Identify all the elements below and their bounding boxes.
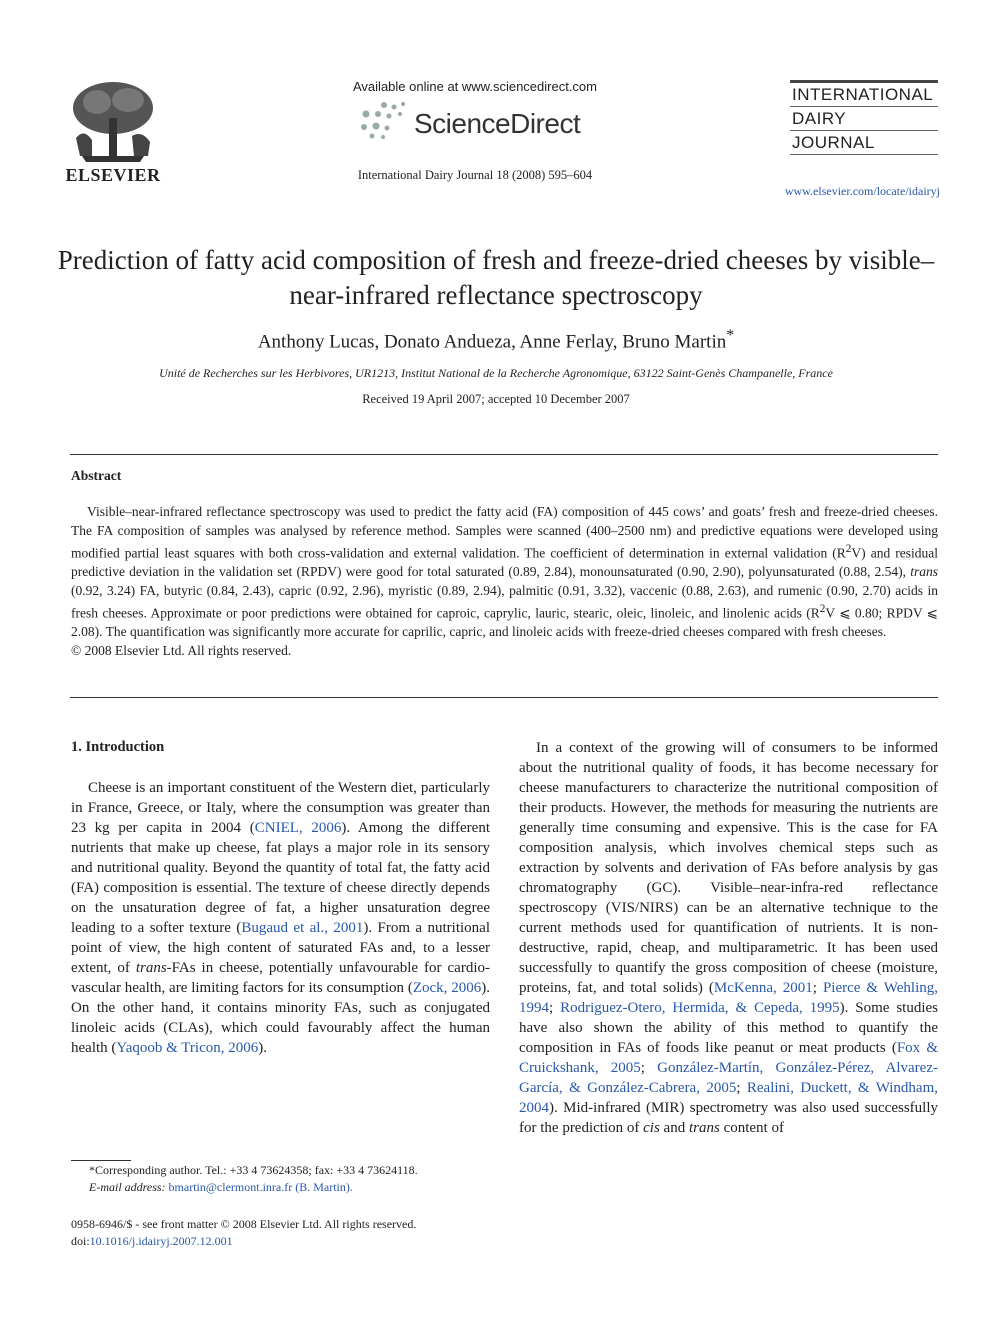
citation-link[interactable]: Rodriguez-Otero, Hermida, & Cepeda, 1995 <box>560 1000 840 1016</box>
intro-column-left <box>71 778 490 1058</box>
journal-logo <box>790 80 938 155</box>
email-line: E-mail address: bmartin@clermont.inra.fr (B. Martin). <box>89 1180 353 1194</box>
sciencedirect-brand: ScienceDirect <box>414 108 581 139</box>
received-dates: Received 19 April 2007; accepted 10 December 2007 <box>362 392 630 406</box>
footnote-rule <box>71 1160 131 1161</box>
citation-link[interactable]: Pierce & Wehling, 1994 <box>519 980 938 1016</box>
journal-logo-line: INTERNATIONAL <box>790 83 938 107</box>
journal-citation: International Dairy Journal 18 (2008) 595–604 <box>357 168 593 182</box>
abstract-body <box>71 503 938 660</box>
citation-link[interactable]: McKenna, 2001 <box>713 980 813 996</box>
corresponding-author-mark[interactable]: * <box>726 327 735 344</box>
abstract-heading: Abstract <box>71 468 122 483</box>
article-title: Prediction of fatty acid composition of fresh and freeze-dried cheeses by visible–near-infrared reflectance spectroscopy <box>57 245 935 310</box>
divider-bottom <box>70 697 938 698</box>
citation-link[interactable]: Realini, Duckett, & Windham, 2004 <box>519 1080 938 1116</box>
front-matter <box>71 1216 491 1250</box>
journal-logo-line: JOURNAL <box>790 131 938 155</box>
corresponding-author-note: *Corresponding author. Tel.: +33 4 73624358; fax: +33 4 73624118. <box>89 1163 418 1177</box>
available-online-text[interactable]: Available online at www.sciencedirect.com <box>353 79 597 94</box>
intro-paragraph-1: Cheese is an important constituent of the Western diet, particularly in France, Greece, or Italy, where the consumption was greater than 23 kg per capita in 2004 (CNIEL, 2006). Among the different nutrients that make up cheese, fat plays a major role in its sensory and nutritional quality. Beyond the quantity of total fat, the fatty acid (FA) composition is essential. The texture of cheese directly depends on the unsaturation degree of fat, a higher unsaturation degree leading to a softer texture (Bugaud et al., 2001). From a nutritional point of view, the high content of saturated FAs and, to a lesser extent, of trans-FAs in cheese, potentially unfavourable for cardio-vascular health, are limiting factors for its consumption (Zock, 2006). On the other hand, it contains minority FAs, such as conjugated linoleic acids (CLAs), which could favourably affect the human health (Yaqoob & Tricon, 2006). <box>71 780 490 1056</box>
journal-url-link[interactable]: www.elsevier.com/locate/idairyj <box>784 184 940 198</box>
copyright-notice: © 2008 Elsevier Ltd. All rights reserved. <box>71 642 292 658</box>
divider-top <box>70 454 938 455</box>
section-heading-introduction: 1. Introduction <box>71 739 165 755</box>
intro-paragraph-2: In a context of the growing will of consumers to be informed about the nutritional quality of foods, it has become necessary for cheese manufacturers to characterize the nutritional composition of their products. However, the methods for measuring the nutrients are generally time consuming and expensive. This is the case for FA composition analysis, which involves chemical steps such as extraction by solvents and derivation of FAs before analysis by gas chromatography (GC). Visible–near-infra-red reflectance spectroscopy (VIS/NIRS) can be an alternative technique to the current methods used for quantification of nutrients. It is non-destructive, rapid, cheap, and multiparametric. It has been used successfully to quantify the gross composition of cheese (moisture, proteins, fat, and total solids) (McKenna, 2001; Pierce & Wehling, 1994; Rodriguez-Otero, Hermida, & Cepeda, 1995). Some studies have also shown the ability of this method to quantify the composition in FAs of foods like peanut or meat products (Fox & Cruickshank, 2005; González-Martín, González-Pérez, Alvarez-García, & González-Cabrera, 2005; Realini, Duckett, & Windham, 2004). Mid-infrared (MIR) spectrometry was also used successfully for the prediction of cis and trans content of <box>519 740 938 1136</box>
citation-link[interactable]: Zock, 2006 <box>412 980 482 996</box>
citation-link[interactable]: Yaqoob & Tricon, 2006 <box>116 1040 259 1056</box>
journal-logo-line: DAIRY <box>790 107 938 131</box>
citation-link[interactable]: González-Martín, González-Pérez, Alvarez-García, & González-Cabrera, 2005 <box>519 1060 938 1096</box>
intro-column-right <box>519 738 938 1138</box>
issn-line: 0958-6946/$ - see front matter © 2008 Elsevier Ltd. All rights reserved. <box>71 1217 417 1231</box>
elsevier-tree-logo <box>62 78 164 164</box>
author-list <box>40 327 952 353</box>
citation-link[interactable]: CNIEL, 2006 <box>254 820 342 836</box>
email-link[interactable]: bmartin@clermont.inra.fr (B. Martin). <box>168 1180 353 1194</box>
author-names: Anthony Lucas, Donato Andueza, Anne Ferlay, Bruno Martin <box>257 331 727 353</box>
affiliation: Unité de Recherches sur les Herbivores, UR1213, Institut National de la Recherche Agronomique, 63122 Saint-Genès Champanelle, France <box>159 366 833 380</box>
sciencedirect-dots-icon <box>356 100 412 140</box>
citation-link[interactable]: Fox & Cruickshank, 2005 <box>519 1040 938 1076</box>
citation-link[interactable]: Bugaud et al., 2001 <box>241 920 364 936</box>
doi-link[interactable]: 10.1016/j.idairyj.2007.12.001 <box>89 1234 233 1248</box>
footnote <box>71 1162 491 1196</box>
abstract-paragraph: Visible–near-infrared reflectance spectroscopy was used to predict the fatty acid (FA) composition of 445 cows’ and goats’ fresh and freeze-dried cheeses. The FA composition of samples was analysed by reference method. Samples were scanned (400–2500 nm) and predictive equations were developed using modified partial least squares with both cross-validation and external validation. The coefficient of determination in external validation $(R^2V)$ and residual predictive deviation in the validation set (RPDV) were good for total saturated (0.89, 2.84), monounsaturated (0.90, 2.90), polyunsaturated (0.88, 2.54), trans (0.92, 3.24) FA, butyric (0.84, 2.43), capric (0.92, 2.96), myristic (0.89, 2.94), palmitic (0.91, 3.32), vaccenic (0.88, 2.63), and rumenic (0.90, 2.70) acids in fresh cheeses. Approximate or poor predictions were obtained for caproic, caprylic, lauric, stearic, oleic, linoleic, and linolenic acids ($R^2V$ ⩽ 0.80; RPDV ⩽ 2.08). The quantification was significantly more accurate for caprilic, capric, and linoleic acids with freeze-dried cheeses compared with fresh cheeses. <box>71 504 938 639</box>
publisher-name: ELSEVIER <box>65 165 161 185</box>
doi-line: doi:10.1016/j.idairyj.2007.12.001 <box>71 1234 233 1248</box>
